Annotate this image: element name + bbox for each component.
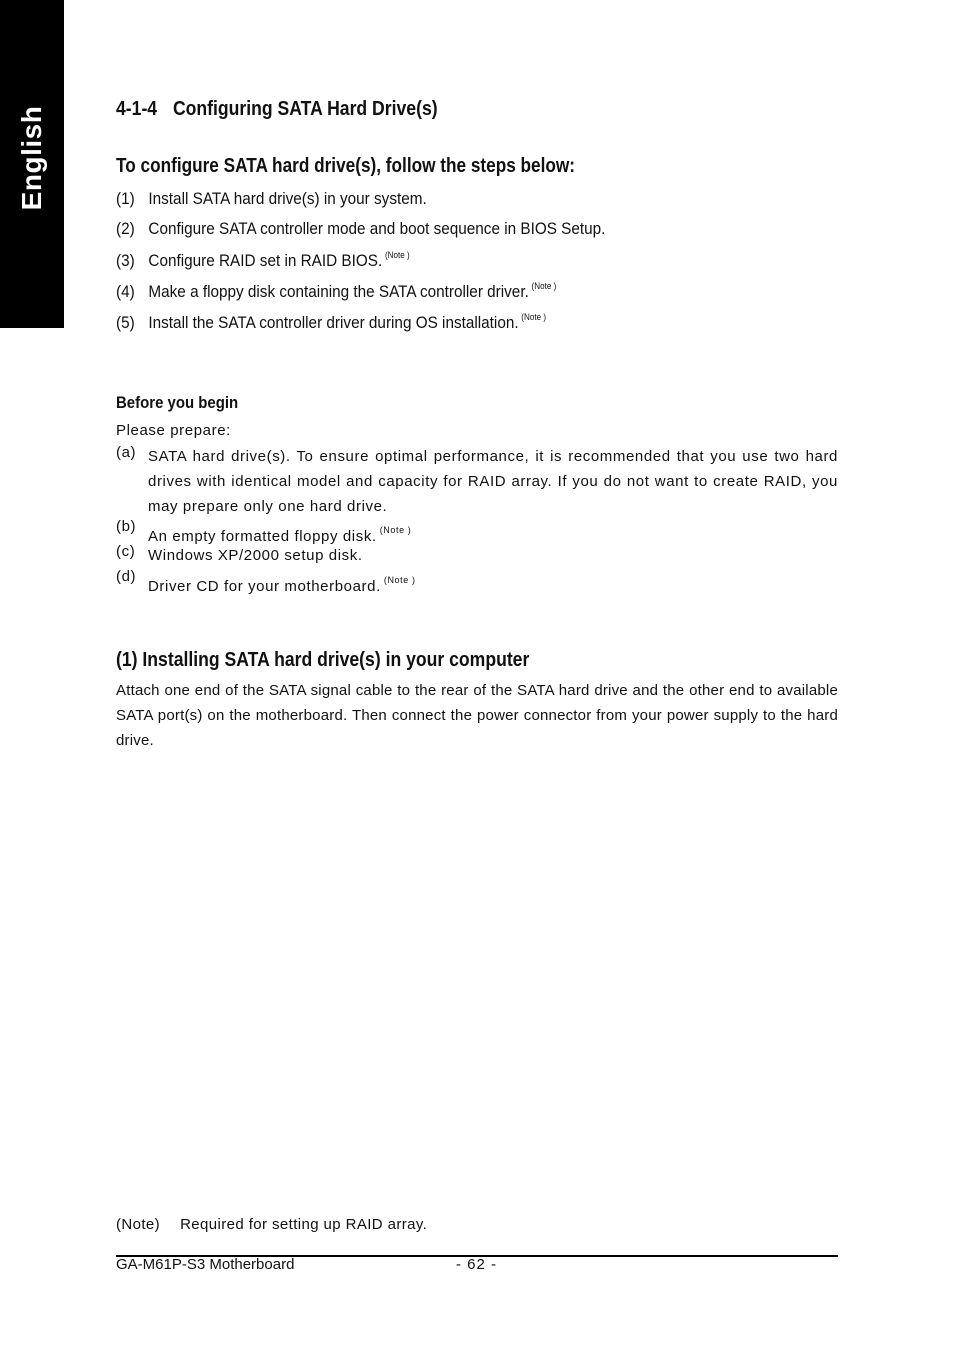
step-5 bbox=[116, 312, 546, 333]
step-1 bbox=[116, 189, 427, 209]
footnote-label: (Note) bbox=[116, 1216, 161, 1233]
language-tab-label: English bbox=[16, 105, 47, 211]
step-text: Make a floppy disk containing the SATA controller driver. bbox=[148, 282, 529, 301]
step-4 bbox=[116, 281, 556, 302]
item-label: (b) bbox=[116, 518, 137, 535]
step-text: Install the SATA controller driver during OS installation. bbox=[148, 313, 519, 332]
step-number: (2) bbox=[116, 219, 135, 238]
prepare-item-a bbox=[116, 444, 838, 519]
step-number: (5) bbox=[116, 313, 135, 332]
step-text: Configure SATA controller mode and boot sequence in BIOS Setup. bbox=[148, 219, 606, 238]
footnote-text: Required for setting up RAID array. bbox=[180, 1216, 428, 1233]
step-number: (1) bbox=[116, 189, 135, 208]
prepare-item-c bbox=[116, 543, 838, 568]
footnote bbox=[116, 1216, 427, 1233]
steps-intro: To configure SATA hard drive(s), follow the steps below: bbox=[116, 155, 576, 177]
prepare-item-b bbox=[116, 518, 838, 543]
prepare-item-d bbox=[116, 568, 838, 593]
item-label: (a) bbox=[116, 444, 137, 461]
note-marker: (Note ) bbox=[531, 281, 557, 291]
note-marker: (Note ) bbox=[379, 525, 412, 535]
item-text: SATA hard drive(s). To ensure optimal performance, it is recommended that you use two hard drives with identical model and capacity for RAID array. If you do not want to create RAID, you may prepare only one hard drive. bbox=[148, 448, 838, 515]
page-number: - 62 - bbox=[456, 1256, 498, 1273]
item-label: (d) bbox=[116, 568, 137, 585]
step-number: (4) bbox=[116, 282, 135, 301]
step-3 bbox=[116, 250, 410, 271]
step-2 bbox=[116, 219, 605, 239]
section-title bbox=[116, 98, 438, 121]
item-text: Windows XP/2000 setup disk. bbox=[148, 547, 363, 564]
before-heading: Before you begin bbox=[116, 393, 239, 412]
language-tab bbox=[0, 0, 64, 328]
install-heading: (1) Installing SATA hard drive(s) in your computer bbox=[116, 649, 530, 671]
footer-model: GA-M61P-S3 Motherboard bbox=[116, 1256, 295, 1273]
section-title-text: Configuring SATA Hard Drive(s) bbox=[172, 98, 438, 120]
note-marker: (Note ) bbox=[383, 575, 416, 585]
item-text: Driver CD for your motherboard. bbox=[148, 578, 381, 595]
install-body: Attach one end of the SATA signal cable to the rear of the SATA hard drive and the other end to available SATA port(s) on the motherboard. Then connect the power connector from your power supply to the hard drive. bbox=[116, 682, 838, 749]
step-number: (3) bbox=[116, 251, 135, 270]
note-marker: (Note ) bbox=[521, 312, 547, 322]
prepare-label: Please prepare: bbox=[116, 422, 231, 439]
step-text: Install SATA hard drive(s) in your system. bbox=[148, 189, 427, 208]
section-number: 4-1-4 bbox=[116, 98, 158, 120]
item-label: (c) bbox=[116, 543, 136, 560]
item-text: An empty formatted floppy disk. bbox=[148, 528, 377, 545]
step-text: Configure RAID set in RAID BIOS. bbox=[148, 251, 383, 270]
note-marker: (Note ) bbox=[384, 250, 410, 260]
